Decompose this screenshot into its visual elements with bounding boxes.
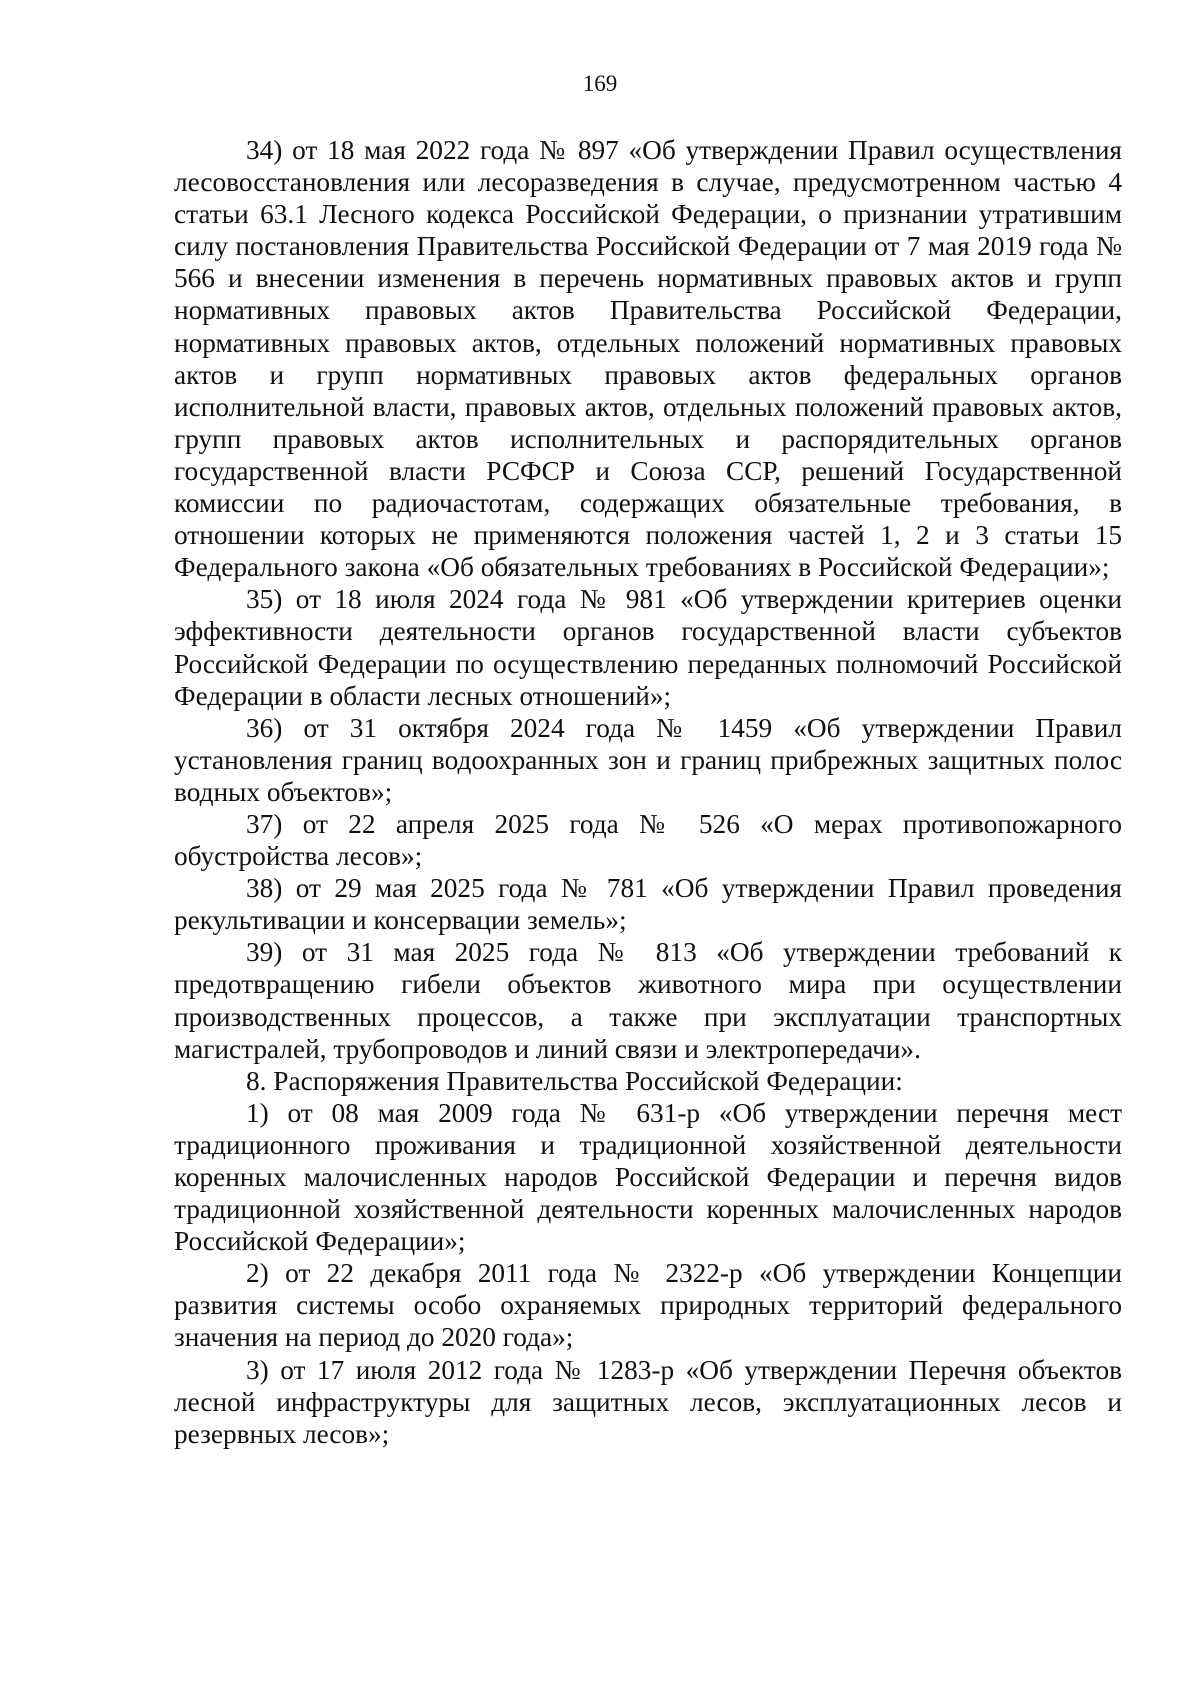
paragraph-item-38: 38) от 29 мая 2025 года № 781 «Об утверждении Правил проведения рекультивации и консервации земель»; <box>174 873 1122 936</box>
paragraph-item-1: 1) от 08 мая 2009 года № 631-р «Об утверждении перечня мест традиционного проживания и традиционной хозяйственной деятельности коренных малочисленных народов Российской Федерации и перечня видов традиционной хозяйственной деятельности коренных малочисленных народов Российской Федерации»; <box>174 1097 1122 1257</box>
paragraph-item-39: 39) от 31 мая 2025 года № 813 «Об утверждении требований к предотвращению гибели объектов животного мира при осуществлении производственных процессов, а также при эксплуатации транспортных магистралей, трубопроводов и линий связи и электропередачи». <box>174 937 1122 1064</box>
paragraph-item-2: 2) от 22 декабря 2011 года № 2322-р «Об утверждении Концепции развития системы особо охраняемых природных территорий федерального значения на период до 2020 года»; <box>174 1258 1122 1353</box>
paragraph-item-36: 36) от 31 октября 2024 года № 1459 «Об утверждении Правил установления границ водоохранных зон и границ прибрежных защитных полос водных объектов»; <box>174 712 1122 807</box>
paragraph-item-3: 3) от 17 июля 2012 года № 1283-р «Об утверждении Перечня объектов лесной инфраструктуры для защитных лесов, эксплуатационных лесов и резервных лесов»; <box>174 1354 1122 1449</box>
paragraph-item-34: 34) от 18 мая 2022 года № 897 «Об утверждении Правил осуществления лесовосстановления или лесоразведения в случае, предусмотренном частью 4 статьи 63.1 Лесного кодекса Российской Федерации, о признании утратившим силу постановления Правительства Российской Федерации от 7 мая 2019 года № 566 и внесении изменения в перечень нормативных правовых актов и групп нормативных правовых актов Правительства Российской Федерации, нормативных правовых актов, отдельных положений нормативных правовых актов и групп нормативных правовых актов федеральных органов исполнительной власти, правовых актов, отдельных положений правовых актов, групп правовых актов исполнительных и распорядительных органов государственной власти РСФСР и Союза ССР, решений Государственной комиссии по радиочастотам, содержащих обязательные требования, в отношении которых не применяются положения частей 1, 2 и 3 статьи 15 Федерального закона «Об обязательных требованиях в Российской Федерации»; <box>174 135 1122 583</box>
paragraph-item-35: 35) от 18 июля 2024 года № 981 «Об утверждении критериев оценки эффективности деятельности органов государственной власти субъектов Российской Федерации по осуществлению переданных полномочий Российской Федерации в области лесных отношений»; <box>174 584 1122 711</box>
paragraph-item-37: 37) от 22 апреля 2025 года № 526 «О мерах противопожарного обустройства лесов»; <box>174 808 1122 872</box>
section-heading-8: 8. Распоряжения Правительства Российской Федерации: <box>246 1065 903 1096</box>
document-body <box>174 134 1122 1450</box>
page-number: 169 <box>582 71 618 96</box>
